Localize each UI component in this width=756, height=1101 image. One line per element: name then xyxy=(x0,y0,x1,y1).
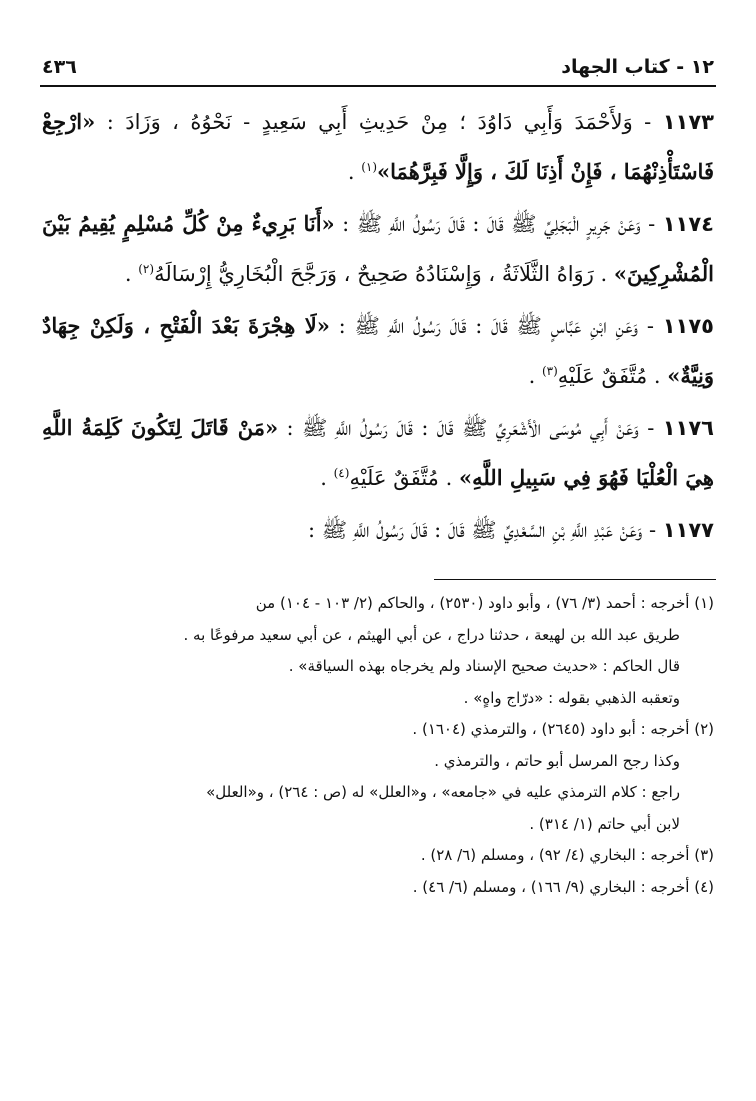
footnote-ref: (٤) xyxy=(333,466,350,480)
hadith-1177 xyxy=(40,505,716,555)
hadith-text-end: . xyxy=(528,364,542,388)
footnote-line: (٤) أخرجه : البخاري (٩/ ١٦٦) ، ومسلم (٦/ ٤٦) . xyxy=(412,877,714,896)
hadith-text-after: . رَوَاهُ الثَّلَاثَةُ ، وَإِسْنَادُهُ صَحِيحٌ ، وَرَجَّحَ الْبُخَارِيُّ إِرْسَالَهُ xyxy=(154,262,614,286)
hadith-number: ١١٧٣ xyxy=(662,110,714,134)
hadith-number: ١١٧٦ xyxy=(662,416,715,440)
footnote-divider-wrap xyxy=(40,555,716,580)
footnote-line: (٣) أخرجه : البخاري (٤/ ٩٢) ، ومسلم (٦/ ٢٨) . xyxy=(420,846,714,864)
hadith-quote: «مَنْ قَاتَلَ لِتَكُونَ كَلِمَةُ اللَّهِ هِيَ الْعُلْيَا فَهُوَ فِي سَبِيلِ اللَّهِ» xyxy=(42,415,714,490)
footnote-line: قال الحاكم : «حديث صحيح الإسناد ولم يخرجاه بهذه السياقة» . xyxy=(288,657,680,675)
hadith-1173 xyxy=(40,97,716,197)
hadith-quote: «أَنَا بَرِيءٌ مِنْ كُلِّ مُسْلِمٍ يُقِيمُ بَيْنَ الْمُشْرِكِينَ» xyxy=(42,211,714,286)
hadith-text-after: . مُتَّفَقٌ عَلَيْهِ xyxy=(349,466,459,490)
footnote-ref: (٢) xyxy=(138,262,155,276)
hadith-quote: «ارْجِعْ فَاسْتَأْذِنْهُمَا ، فَإِنْ أَذِنَا لَكَ ، وَإِلَّا فَبِرَّهُمَا» xyxy=(42,109,714,184)
footnote-line: طريق عبد الله بن لهيعة ، حدثنا دراج ، عن أبي الهيثم ، عن أبي سعيد مرفوعًا به . xyxy=(183,625,680,644)
hadith-number: ١١٧٥ xyxy=(662,314,714,338)
hadith-text: - وَعَنِ ابْنِ عَبَّاسٍ ﷺ قَالَ : قَالَ رَسُولُ اللَّهِ ﷺ : xyxy=(329,314,663,338)
hadith-number: ١١٧٤ xyxy=(662,212,714,236)
hadith-text-end: . xyxy=(124,262,139,286)
hadith-1176 xyxy=(40,403,716,503)
footnote-line: وكذا رجح المرسل أبو حاتم ، والترمذي . xyxy=(434,751,680,770)
hadith-text-end: . xyxy=(320,466,334,490)
hadith-text: - وَعَنْ جَرِيرٍ الْبَجَلِيِّ ﷺ قَالَ : قَالَ رَسُولُ اللَّهِ ﷺ : xyxy=(334,212,663,236)
hadith-list xyxy=(40,97,716,555)
hadith-text-after: . مُتَّفَقٌ عَلَيْهِ xyxy=(557,364,668,388)
hadith-text-end: . xyxy=(347,160,362,184)
page-number: ٤٣٦ xyxy=(42,56,77,78)
footnote-line: راجع : كلام الترمذي عليه في «جامعه» ، و«العلل» له (ص : ٢٦٤) ، و«العلل» xyxy=(206,783,680,801)
book-page xyxy=(40,54,716,1054)
hadith-text: - وَعَنْ عَبْدِ اللَّهِ بْنِ السَّعْدِيِّ ﷺ قَالَ : قَالَ رَسُولُ اللَّهِ ﷺ : xyxy=(308,518,663,542)
footnote-line: (١) أخرجه : أحمد (٣/ ٧٦) ، وأبو داود (٢٥٣٠) ، والحاكم (٢/ ١٠٣ - ١٠٤) من xyxy=(255,594,714,612)
chapter-title: ١٢ - كتاب الجهاد xyxy=(561,56,714,78)
header-divider xyxy=(40,85,716,87)
hadith-text: - وَلأَحْمَدَ وَأَبِي دَاوُدَ ؛ مِنْ حَدِيثِ أَبِي سَعِيدٍ - نَحْوُهُ ، وَزَادَ : xyxy=(95,110,663,134)
footnote-ref: (٣) xyxy=(541,364,558,378)
hadith-quote: «لَا هِجْرَةَ بَعْدَ الْفَتْحِ ، وَلَكِنْ جِهَادٌ وَنِيَّةٌ» xyxy=(42,313,714,388)
hadith-text: - وَعَنْ أَبِي مُوسَى الْأَشْعَرِيِّ ﷺ قَالَ : قَالَ رَسُولُ اللَّهِ ﷺ : xyxy=(278,416,663,440)
footnote-line: لابن أبي حاتم (١/ ٣١٤) . xyxy=(529,814,680,833)
hadith-number: ١١٧٧ xyxy=(662,518,714,542)
hadith-1175 xyxy=(40,301,716,401)
footnotes xyxy=(40,588,716,903)
footnote-divider xyxy=(434,579,716,580)
hadith-1174 xyxy=(40,199,716,299)
footnote-line: (٢) أخرجه : أبو داود (٢٦٤٥) ، والترمذي (١٦٠٤) . xyxy=(412,720,714,738)
footnote-line: وتعقبه الذهبي بقوله : «درّاج واهٍ» . xyxy=(463,688,680,707)
footnote-ref: (١) xyxy=(361,160,378,174)
page-header xyxy=(40,54,716,84)
